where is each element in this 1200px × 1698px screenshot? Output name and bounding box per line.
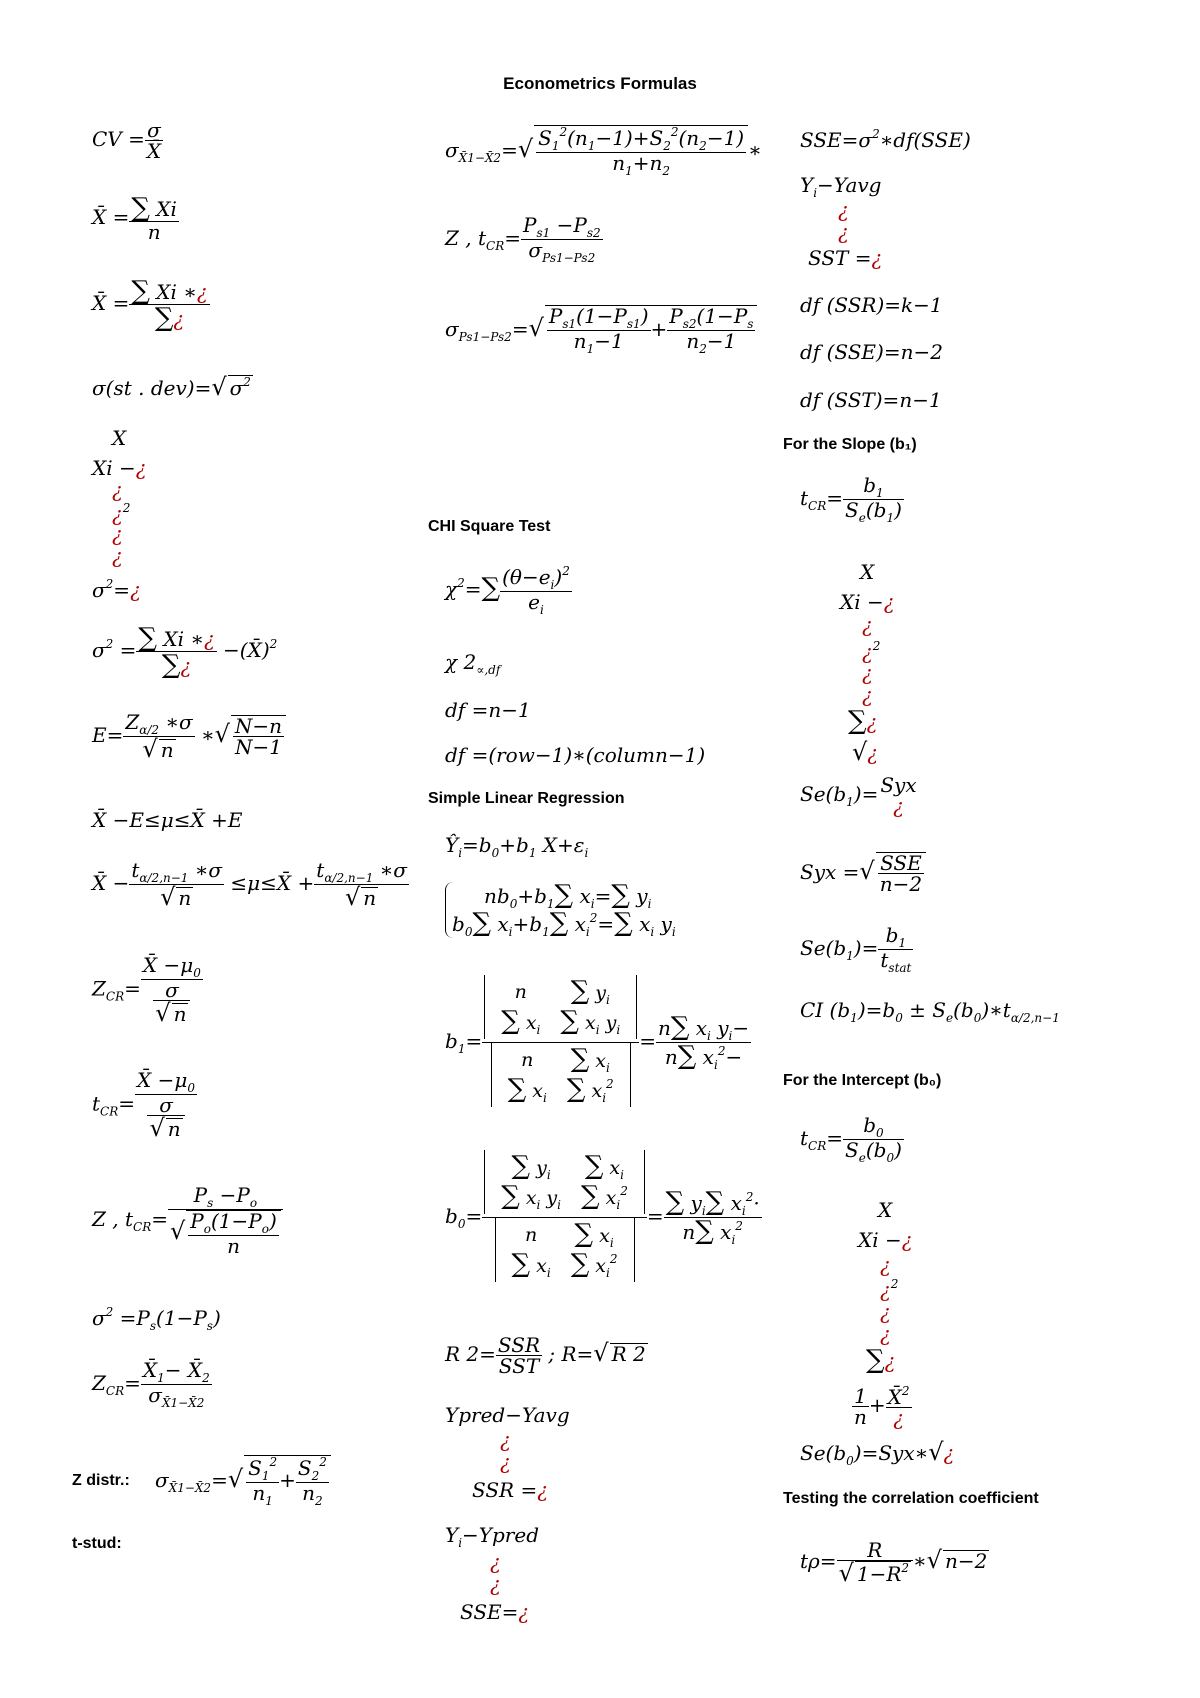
- formula-sst-term: $Y_i-Yavg$: [800, 173, 882, 200]
- formula-cv: CV = $\frac{\sigma}{X̄}$: [92, 118, 162, 163]
- formula-margin-error: E= $\frac{Z_{\alpha/2} ∗\sigma}{√ n}$ ∗√ $\frac{N-n}{N-1}$: [92, 712, 286, 761]
- formula-variance: $\sigma^2=¿$: [92, 577, 141, 602]
- formula-slope-glyph: ¿: [862, 613, 873, 637]
- formula-t-slope: $t_{CR}=$ $\frac{b_1}{S_e(b_1)}$: [800, 473, 902, 525]
- formula-intercept-sum: ∑¿: [866, 1345, 896, 1375]
- formula-slope-glyph-sq: ¿$^2$: [862, 639, 881, 664]
- formula-variance-glyph-sq: ¿$^2$: [112, 501, 131, 526]
- formula-se-b1-tstat: $Se(b_1)=$ $\frac{b_1}{t_{stat}}$: [800, 923, 912, 975]
- label-z-distr: Z distr.:: [72, 1472, 130, 1489]
- formula-intercept-frac: $\frac{1}{n}$ + $\frac{X̄^2}{¿}$: [854, 1384, 910, 1430]
- formula-chi-df: df =n−1: [445, 698, 531, 722]
- formula-sst-glyph: ¿: [838, 220, 849, 244]
- formula-b1-cramer: $b_1=$ n ∑ $y_i$ ∑ $x_i$ ∑ $x_i$ $y_i$ n ∑ $x_i$ ∑ $x_i$ ∑ $x_i^2$ = $\frac{n\sum x_i y_i-}{n\sum x_i^2-}$: [445, 975, 751, 1110]
- formula-slope-glyph: ¿: [862, 683, 873, 707]
- heading-for-the-intercept: For the Intercept (b₀): [783, 1072, 942, 1089]
- formula-sse-term: $Y_i-Ypred$: [445, 1523, 540, 1550]
- formula-slope-xi: Xi −¿: [840, 590, 895, 614]
- formula-t-rho: tρ= $\frac{R}{√ 1-R^2}$ ∗√ n−2: [800, 1538, 988, 1587]
- formula-intercept-glyph: ¿: [880, 1300, 891, 1324]
- formula-sse: SSE=¿: [460, 1600, 530, 1624]
- formula-slope-glyph: ¿: [862, 661, 873, 685]
- formula-variance-glyph: ¿: [112, 522, 123, 546]
- formula-weighted-variance: $\sigma^2$ = $\frac{\sum Xi ∗¿}{\sum¿}$ −(X̄)$^2$: [92, 623, 278, 680]
- page-title: Econometrics Formulas: [503, 74, 697, 93]
- formula-variance-glyph: ¿: [112, 478, 123, 502]
- formula-ssr-glyph: ¿: [500, 1450, 511, 1474]
- formula-intercept-x: X: [878, 1198, 893, 1222]
- formula-r-squared: R 2= $\frac{\text{SSR}}{\text{SST}}$ ; R=√ R 2: [445, 1333, 646, 1378]
- formula-df-ssr: df (SSR)=k−1: [800, 293, 943, 317]
- formula-z-distr-se: $\sigma_{X̄1-X̄2}=√$ $\frac{S_1^2}{n_1}$ + $\frac{S_2^2}{n_2}$: [155, 1455, 331, 1507]
- formula-variance-x: X: [112, 426, 127, 450]
- formula-intercept-xi: Xi −¿: [858, 1228, 913, 1252]
- formula-normal-equations: $nb_0+b_1\sum$ $x_i=\sum$ $y_i$ $b_0\sum$ $x_i+b_1\sum$ $x_i^2=\sum$ $x_i$ $y_i$: [445, 882, 676, 938]
- formula-proportion-test: Z , $t_{CR}=$ $P_s -P_o$ √ $\frac{P_o(1-P_o)}{n}$: [92, 1185, 283, 1256]
- formula-two-prop-test: Z , $t_{CR}=$ $\frac{P_{s1} -P_{s2}}{\sigma_{Ps1-Ps2}}$: [445, 213, 601, 265]
- formula-sse-df: $SSE=\sigma^2∗df(SSE)$: [800, 127, 971, 152]
- formula-mean: X̄ = $\frac{\sum Xi}{n}$: [92, 193, 177, 244]
- heading-simple-linear-regression: Simple Linear Regression: [428, 790, 625, 807]
- formula-se-b1: $Se(b_1)=$ Syx ¿: [800, 773, 917, 818]
- formula-variance-xi: Xi −¿: [92, 456, 147, 480]
- formula-sse-glyph: ¿: [490, 1550, 501, 1574]
- formula-t-intercept: $t_{CR}=$ $\frac{b_0}{S_e(b_0)}$: [800, 1113, 902, 1165]
- heading-for-the-slope: For the Slope (b₁): [783, 436, 917, 453]
- formula-chi-critical: χ $2_{\propto,df}$: [445, 650, 501, 677]
- formula-df-sse: df (SSE)=n−2: [800, 340, 943, 364]
- formula-prop-variance: $\sigma^2 =P_s(1-P_s)$: [92, 1305, 221, 1333]
- formula-slope-x: X: [860, 560, 875, 584]
- glyph-inv-q: ¿: [173, 307, 185, 331]
- formula-stdev: σ(st . dev)=√ $\sigma^2$: [92, 373, 251, 401]
- formula-two-mean-z: $Z_{CR}=$ $\frac{X̄_1- X̄_2}{\sigma_{X̄1-X̄2}}$: [92, 1358, 210, 1410]
- heading-testing-correlation: Testing the correlation coefficient: [783, 1490, 1039, 1507]
- formula-slope-root: √¿: [852, 738, 879, 766]
- formula-se-b0: $Se(b_0)=Syx∗√¿$: [800, 1438, 955, 1468]
- formula-ssr: SSR =¿: [472, 1478, 548, 1502]
- glyph-inv-q: ¿: [196, 280, 208, 304]
- formula-variance-glyph: ¿: [112, 544, 123, 568]
- formula-pooled-se: $\sigma_{X̄1-X̄2}=√$ $\frac{S_1^2(n_1-1)+S_2^2(n_2-1)}{n_1+n_2}$ ∗: [445, 125, 762, 178]
- formula-chi-df-table: df =(row−1)∗(column−1): [445, 743, 706, 767]
- formula-df-sst: df (SST)=n−1: [800, 388, 942, 412]
- formula-z-cr: $Z_{CR}=$ $\frac{X̄ -\mu_0}{\frac{\sigma}{√ n}}$: [92, 953, 201, 1027]
- formula-b0-cramer: $b_0=$ ∑ $y_i$ ∑ $x_i$ ∑ $x_i$ $y_i$ ∑ $x_i^2$ n ∑ $x_i$ ∑ $x_i$ ∑ $x_i^2$ = $\frac{\sum y_i\sum x_i^2\cdot}{n\sum x_i^2}$: [445, 1150, 762, 1285]
- formula-t-cr: $t_{CR}=$ $\frac{X̄ -\mu_0}{\frac{\sigma}{√ n}}$: [92, 1068, 196, 1142]
- formula-intercept-glyph: ¿: [880, 1253, 891, 1277]
- heading-chi-square: CHI Square Test: [428, 518, 551, 535]
- formula-sst: SST =¿: [808, 246, 883, 270]
- formula-intercept-glyph: ¿: [880, 1322, 891, 1346]
- formula-ssr-glyph: ¿: [500, 1428, 511, 1452]
- formula-sse-glyph: ¿: [490, 1572, 501, 1596]
- formula-two-prop-se: $\sigma_{Ps1-Ps2}=√$ $\frac{P_{s1}(1-P_{s1})}{n_1-1}$ + $\frac{P_{s2}(1-P_s}{n_2-1}$: [445, 305, 757, 355]
- label-t-stud: t-stud:: [72, 1535, 122, 1552]
- formula-ci-b1: CI $(b_1)=b_0$ ± $S_e(b_0)∗t_{\alpha/2,n-1}$: [800, 998, 1060, 1025]
- formula-weighted-mean: X̄ = $\frac{\sum Xi ∗¿}{\sum¿}$: [92, 276, 208, 333]
- formula-syx: Syx =√ $\frac{\text{SSE}}{n-2}$: [800, 852, 926, 894]
- formula-ci-t: X̄ − $\frac{t_{\alpha/2,n-1} ∗\sigma}{√ n}$ ≤μ≤X̄ + $\frac{t_{\alpha/2,n-1} ∗\sigma}{√ n}$: [92, 858, 407, 911]
- formula-chi-square: $\chi^2=\sum$ $\frac{(\theta-e_i)^2}{e_i}$: [445, 564, 570, 617]
- formula-ssr-term: Ypred−Yavg: [445, 1403, 570, 1427]
- formula-regression-model: $Ŷ_i=b_0+b_1$ $X+\varepsilon_i$: [445, 833, 589, 860]
- formula-sst-glyph: ¿: [838, 198, 849, 222]
- formula-ci-z: X̄ −E≤μ≤X̄ +E: [92, 808, 243, 832]
- formula-slope-sum: ∑¿: [848, 706, 878, 736]
- formula-intercept-glyph-sq: ¿$^2$: [880, 1277, 899, 1302]
